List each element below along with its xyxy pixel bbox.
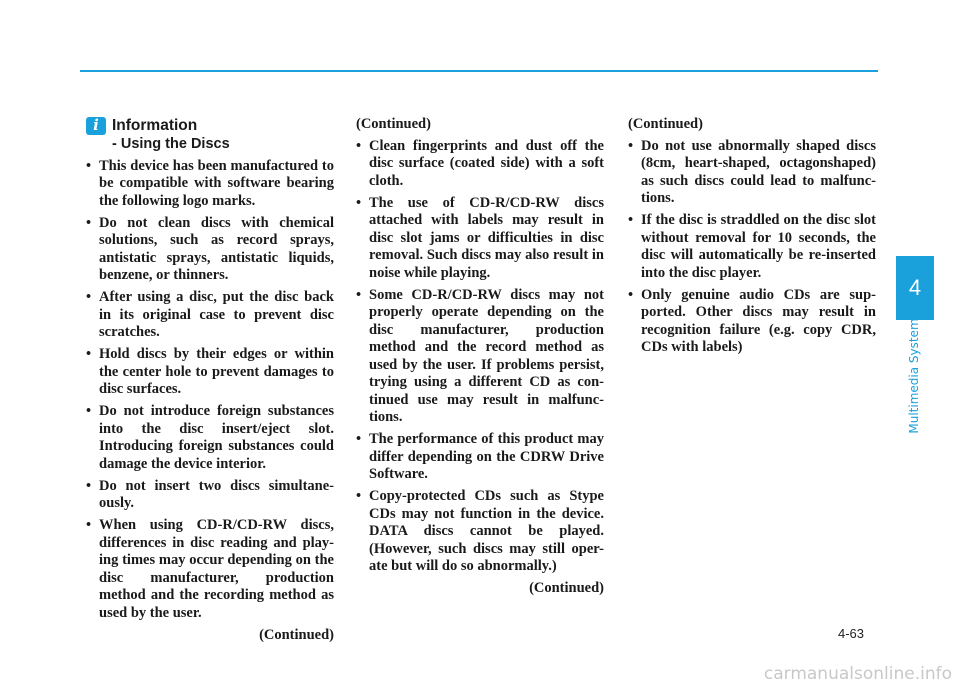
list-item: • Copy-protected CDs such as Stype CDs may not function in the device. DATA discs cannot be played. (However, such discs may still oper-ate but will do so abnormally.) (356, 488, 604, 576)
info-heading (86, 116, 334, 136)
bullet-list-1 (86, 158, 334, 623)
list-item: • The use of CD-R/CD-RW discs attached with labels may result in disc slot jams or difficulties in disc removal. Such discs may also result in noise while playing. (356, 195, 604, 283)
list-item: • Some CD-R/CD-RW discs may not properly operate depending on the disc manufacturer, production method and the record method as used by the user. If problems persist, trying using a different CD as con-tinued use may result in malfunc-tions. (356, 287, 604, 427)
list-item: • Only genuine audio CDs are sup-ported. Other discs may result in recognition failure (e.g. copy CDR, CDs with labels) (628, 287, 876, 357)
list-item: • The performance of this product may differ depending on the CDRW Drive Software. (356, 431, 604, 484)
list-item: • Do not introduce foreign substances into the disc insert/eject slot. Introducing foreign substances could damage the device interior. (86, 403, 334, 473)
column-2 (356, 116, 604, 598)
list-item: • After using a disc, put the disc back in its original case to prevent disc scratches. (86, 289, 334, 342)
list-item: • Clean fingerprints and dust off the disc surface (coated side) with a soft cloth. (356, 138, 604, 191)
page-number: 4-63 (838, 626, 865, 641)
info-title: Information (112, 117, 198, 135)
section-side-title: Multimedia System (907, 318, 921, 434)
chapter-tab: 4 (896, 256, 934, 320)
list-item: • Do not use abnormally shaped discs (8cm, heart-shaped, octagonshaped) as such discs could lead to malfunc-tions. (628, 138, 876, 208)
list-item: • Hold discs by their edges or within the center hole to prevent damages to disc surfaces. (86, 346, 334, 399)
bullet-list-2 (356, 138, 604, 576)
info-icon: i (86, 117, 106, 135)
continued-heading: (Continued) (356, 116, 431, 132)
continued-label: (Continued) (529, 580, 604, 596)
bullet-list-3 (628, 138, 876, 357)
info-subtitle: - Using the Discs (112, 136, 230, 152)
header-rule (80, 70, 878, 72)
list-item: • Do not clean discs with chemical solutions, such as record sprays, antistatic sprays, antistatic liquids, benzene, or thinners. (86, 215, 334, 285)
list-item: • When using CD-R/CD-RW discs, differences in disc reading and play-ing times may occur depending on the disc manufacturer, production method and the recording method as used by the user. (86, 517, 334, 622)
list-item: • Do not insert two discs simultane-ously. (86, 478, 334, 513)
continued-label: (Continued) (259, 626, 334, 643)
list-item: • If the disc is straddled on the disc slot without removal for 10 seconds, the disc will automatically be re-inserted into the disc player. (628, 212, 876, 282)
watermark: carmanualsonline.info (763, 664, 952, 684)
column-3 (628, 116, 876, 361)
column-1 (86, 116, 334, 644)
continued-heading: (Continued) (628, 116, 703, 132)
list-item: • This device has been manufactured to be compatible with software bearing the following logo marks. (86, 158, 334, 211)
